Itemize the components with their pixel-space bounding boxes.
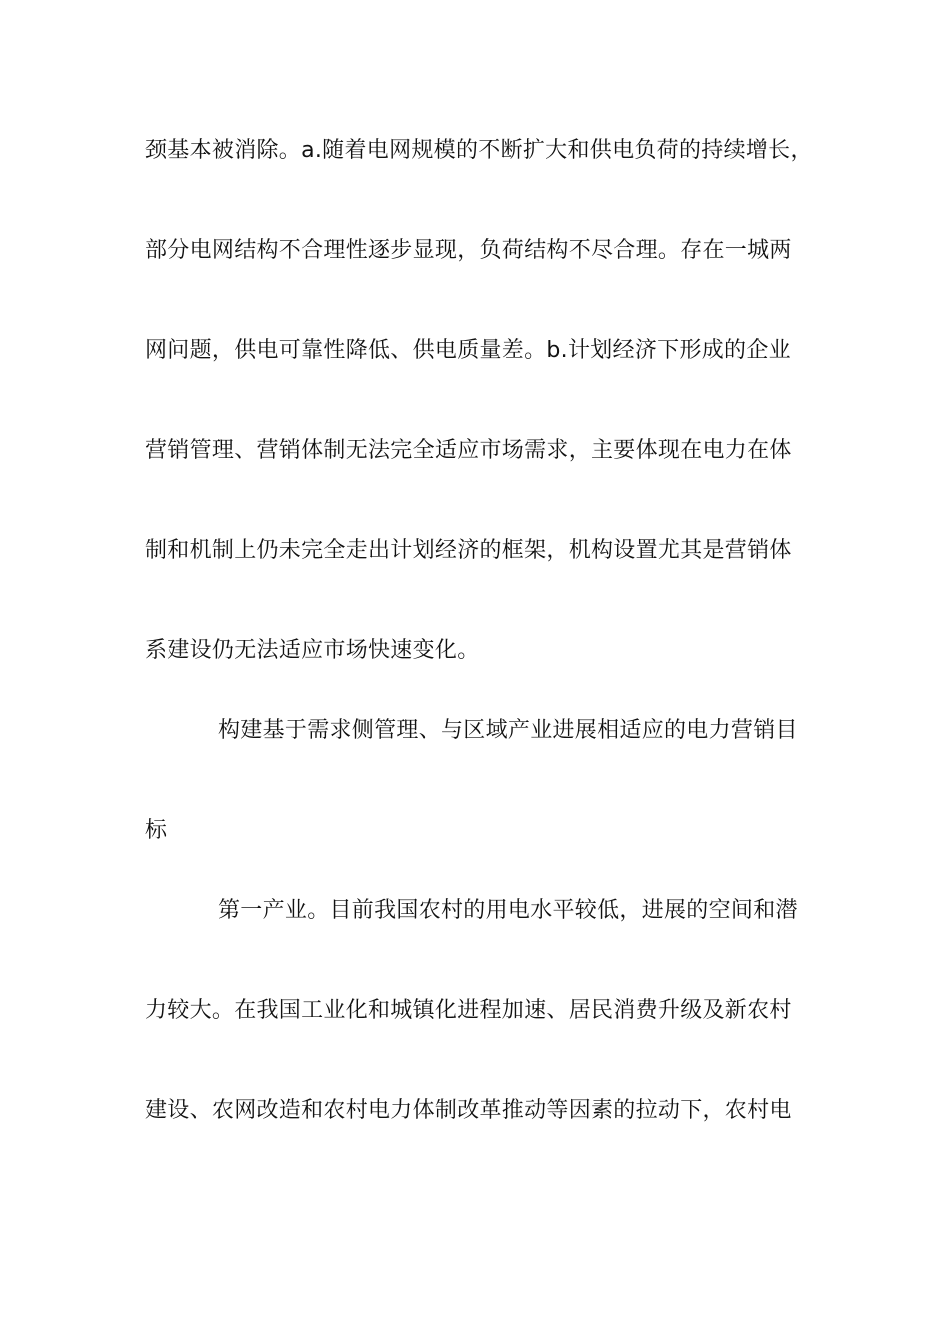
text-line: 制和机制上仍未完全走出计划经济的框架，机构设置尤其是营销体 — [145, 538, 792, 563]
text-line: 系建设仍无法适应市场快速变化。 — [145, 638, 480, 663]
text-line: 网问题，供电可靠性降低、供电质量差。b.计划经济下形成的企业 — [145, 338, 791, 363]
paragraph-first-line: 第一产业。目前我国农村的用电水平较低，进展的空间和潜 — [218, 898, 798, 923]
text-line: 部分电网结构不合理性逐步显现，负荷结构不尽合理。存在一城两 — [145, 238, 792, 263]
text-line: 建设、农网改造和农村电力体制改革推动等因素的拉动下，农村电 — [145, 1098, 792, 1123]
text-line: 颈基本被消除。a.随着电网规模的不断扩大和供电负荷的持续增长， — [145, 138, 813, 163]
section-heading-line: 构建基于需求侧管理、与区域产业进展相适应的电力营销目 — [218, 718, 798, 743]
text-line: 力较大。在我国工业化和城镇化进程加速、居民消费升级及新农村 — [145, 998, 792, 1023]
text-line: 营销管理、营销体制无法完全适应市场需求，主要体现在电力在体 — [145, 438, 792, 463]
section-heading-line: 标 — [145, 818, 168, 843]
